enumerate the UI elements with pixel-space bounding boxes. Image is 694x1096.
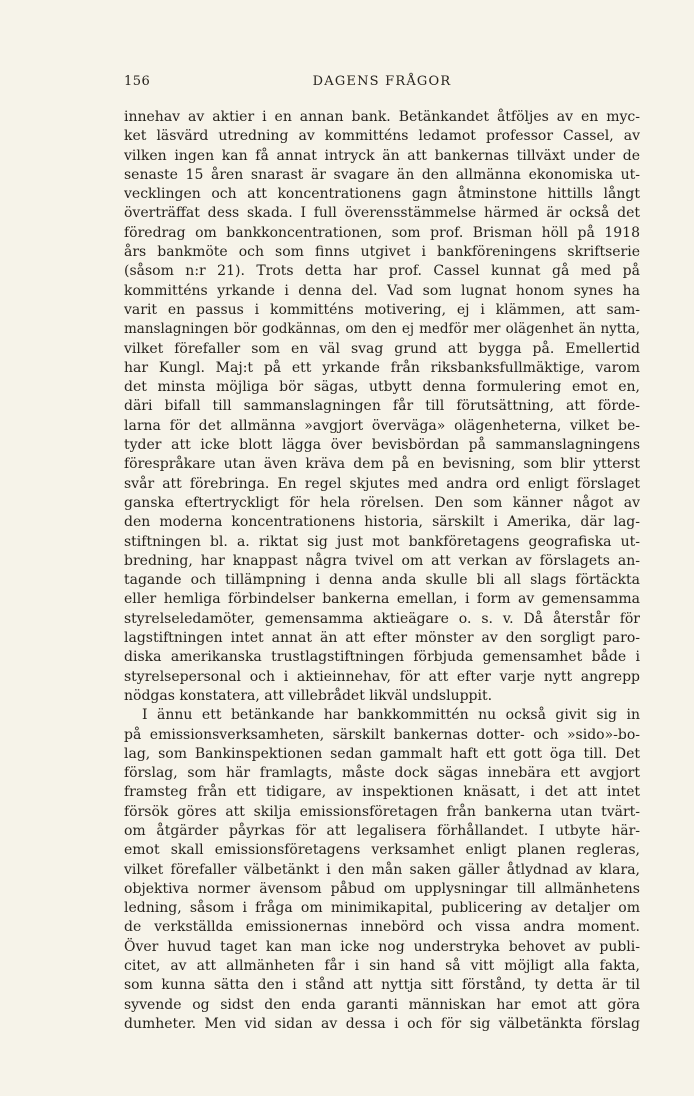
text-line: överträffat dess skada. I full överensstämmelse härmed är också det bbox=[124, 205, 640, 222]
text-line: som kunna sätta den i stånd att nyttja sitt förstånd, ty detta är til bbox=[124, 977, 640, 994]
text-line: citet, av att allmänheten får i sin hand så vitt möjligt alla fakta, bbox=[124, 958, 640, 975]
text-line: stiftningen bl. a. riktat sig just mot bankföretagens geografiska ut- bbox=[124, 533, 640, 550]
text-line: senaste 15 åren snarast är svagare än den allmänna ekonomiska ut- bbox=[124, 166, 640, 183]
text-line: innehav av aktier i en annan bank. Betänkandet åtföljes av en myc- bbox=[124, 109, 640, 125]
text-line: objektiva normer ävensom påbud om upplysningar till allmänhetens bbox=[124, 880, 640, 897]
text-line: framsteg från ett tidigare, av inspektionen knäsatt, i det att intet bbox=[124, 784, 640, 801]
text-line: års bankmöte och som finns utgivet i bankföreningens skriftserie bbox=[124, 244, 640, 261]
text-line: vilket förefaller som en väl svag grund att bygga på. Emellertid bbox=[124, 340, 640, 357]
text-line: tyder att icke blott lägga över bevisbördan på sammanslagningens bbox=[124, 437, 640, 454]
text-line: dumheter. Men vid sidan av dessa i och för sig välbetänkta förslag bbox=[124, 1015, 640, 1032]
text-line: styrelseledamöter, gemensamma aktieägare o. s. v. Då återstår för bbox=[124, 610, 640, 627]
text-line: tagande och tillämpning i denna anda skulle bli all slags förtäckta bbox=[124, 572, 640, 589]
text-line: svår att förebringa. En regel skjutes med andra ord enligt förslaget bbox=[124, 475, 640, 492]
text-line: förslag, som här framlagts, måste dock sägas innebära ett avgjort bbox=[124, 765, 640, 782]
running-title: DAGENS FRÅGOR bbox=[312, 74, 452, 89]
text-line: försök göres att skilja emissionsföretagen från bankerna utan tvärt- bbox=[124, 803, 640, 820]
text-line: har Kungl. Maj:t på ett yrkande från riksbanksfullmäktige, varom bbox=[124, 359, 640, 376]
text-line: lagstiftningen intet annat än att efter mönster av den sorgligt paro- bbox=[124, 630, 640, 647]
text-line: vilken ingen kan få annat intryck än att bankernas tillväxt under de bbox=[124, 147, 640, 164]
text-line: varit en passus i kommitténs motivering, ej i klämmen, att sam- bbox=[124, 301, 640, 318]
text-line: emot skall emissionsföretagens verksamhet enligt planen regleras, bbox=[124, 842, 640, 859]
page-header bbox=[124, 74, 640, 94]
text-line: larna för det allmänna »avgjort överväga» olägenheterna, vilket be- bbox=[124, 417, 640, 434]
text-line: vilket förefaller välbetänkt i den mån saken gäller åtlydnad av klara, bbox=[124, 861, 640, 878]
text-line: Över huvud taget kan man icke nog understryka behovet av publi- bbox=[124, 938, 640, 955]
text-line: ket läsvärd utredning av kommitténs ledamot professor Cassel, av bbox=[124, 128, 640, 145]
text-line: däri bifall till sammanslagningen får till förutsättning, att förde- bbox=[124, 398, 640, 415]
text-line: diska amerikanska trustlagstiftningen förbjuda gemensamhet både i bbox=[124, 649, 640, 666]
paragraph bbox=[124, 108, 640, 706]
text-line: det minsta möjliga bör sägas, utbytt denna formulering emot en, bbox=[124, 379, 640, 396]
text-line: kommitténs yrkande i denna del. Vad som lugnat honom synes ha bbox=[124, 282, 640, 299]
text-line: ledning, såsom i fråga om minimikapital, publicering av detaljer om bbox=[124, 900, 640, 917]
text-line: de verkställda emissionernas innebörd och vissa andra moment. bbox=[124, 919, 640, 936]
text-line: nödgas konstatera, att villebrådet likväl undsluppit. bbox=[124, 687, 493, 704]
text-line: förespråkare utan även kräva dem på en bevisning, som blir ytterst bbox=[124, 456, 640, 473]
text-line: (såsom n:r 21). Trots detta har prof. Cassel kunnat gå med på bbox=[124, 263, 640, 280]
text-line: vecklingen och att koncentrationens gagn åtminstone hittills långt bbox=[124, 186, 640, 203]
text-line: syvende og sidst den enda garanti människan har emot att göra bbox=[124, 996, 640, 1013]
text-line: eller hemliga förbindelser bankerna emellan, i form av gemensamma bbox=[124, 591, 640, 608]
text-line: ganska eftertryckligt för hela rörelsen. Den som känner något av bbox=[124, 494, 640, 511]
text-line: på emissionsverksamheten, särskilt bankernas dotter- och »sido»-bo- bbox=[124, 726, 640, 743]
text-line: I ännu ett betänkande har bankkommittén nu också givit sig in bbox=[142, 707, 640, 724]
text-line: lag, som Bankinspektionen sedan gammalt haft ett gott öga till. Det bbox=[124, 745, 640, 762]
text-line: om åtgärder påyrkas för att legalisera förhållandet. I utbyte här- bbox=[124, 822, 640, 839]
text-line: bredning, har knappast några tvivel om att verkan av förslagets an- bbox=[124, 552, 640, 569]
page-number: 156 bbox=[124, 74, 151, 89]
text-line: manslagningen bör godkännas, om den ej medför mer olägenhet än nytta, bbox=[124, 321, 640, 338]
body-text bbox=[124, 108, 640, 1034]
text-line: den moderna koncentrationens historia, särskilt i Amerika, där lag- bbox=[124, 514, 640, 531]
text-line: föredrag om bankkoncentrationen, som prof. Brisman höll på 1918 bbox=[124, 224, 640, 241]
paragraph bbox=[124, 706, 640, 1034]
text-line: styrelsepersonal och i aktieinnehav, för att efter varje nytt angrepp bbox=[124, 668, 640, 685]
